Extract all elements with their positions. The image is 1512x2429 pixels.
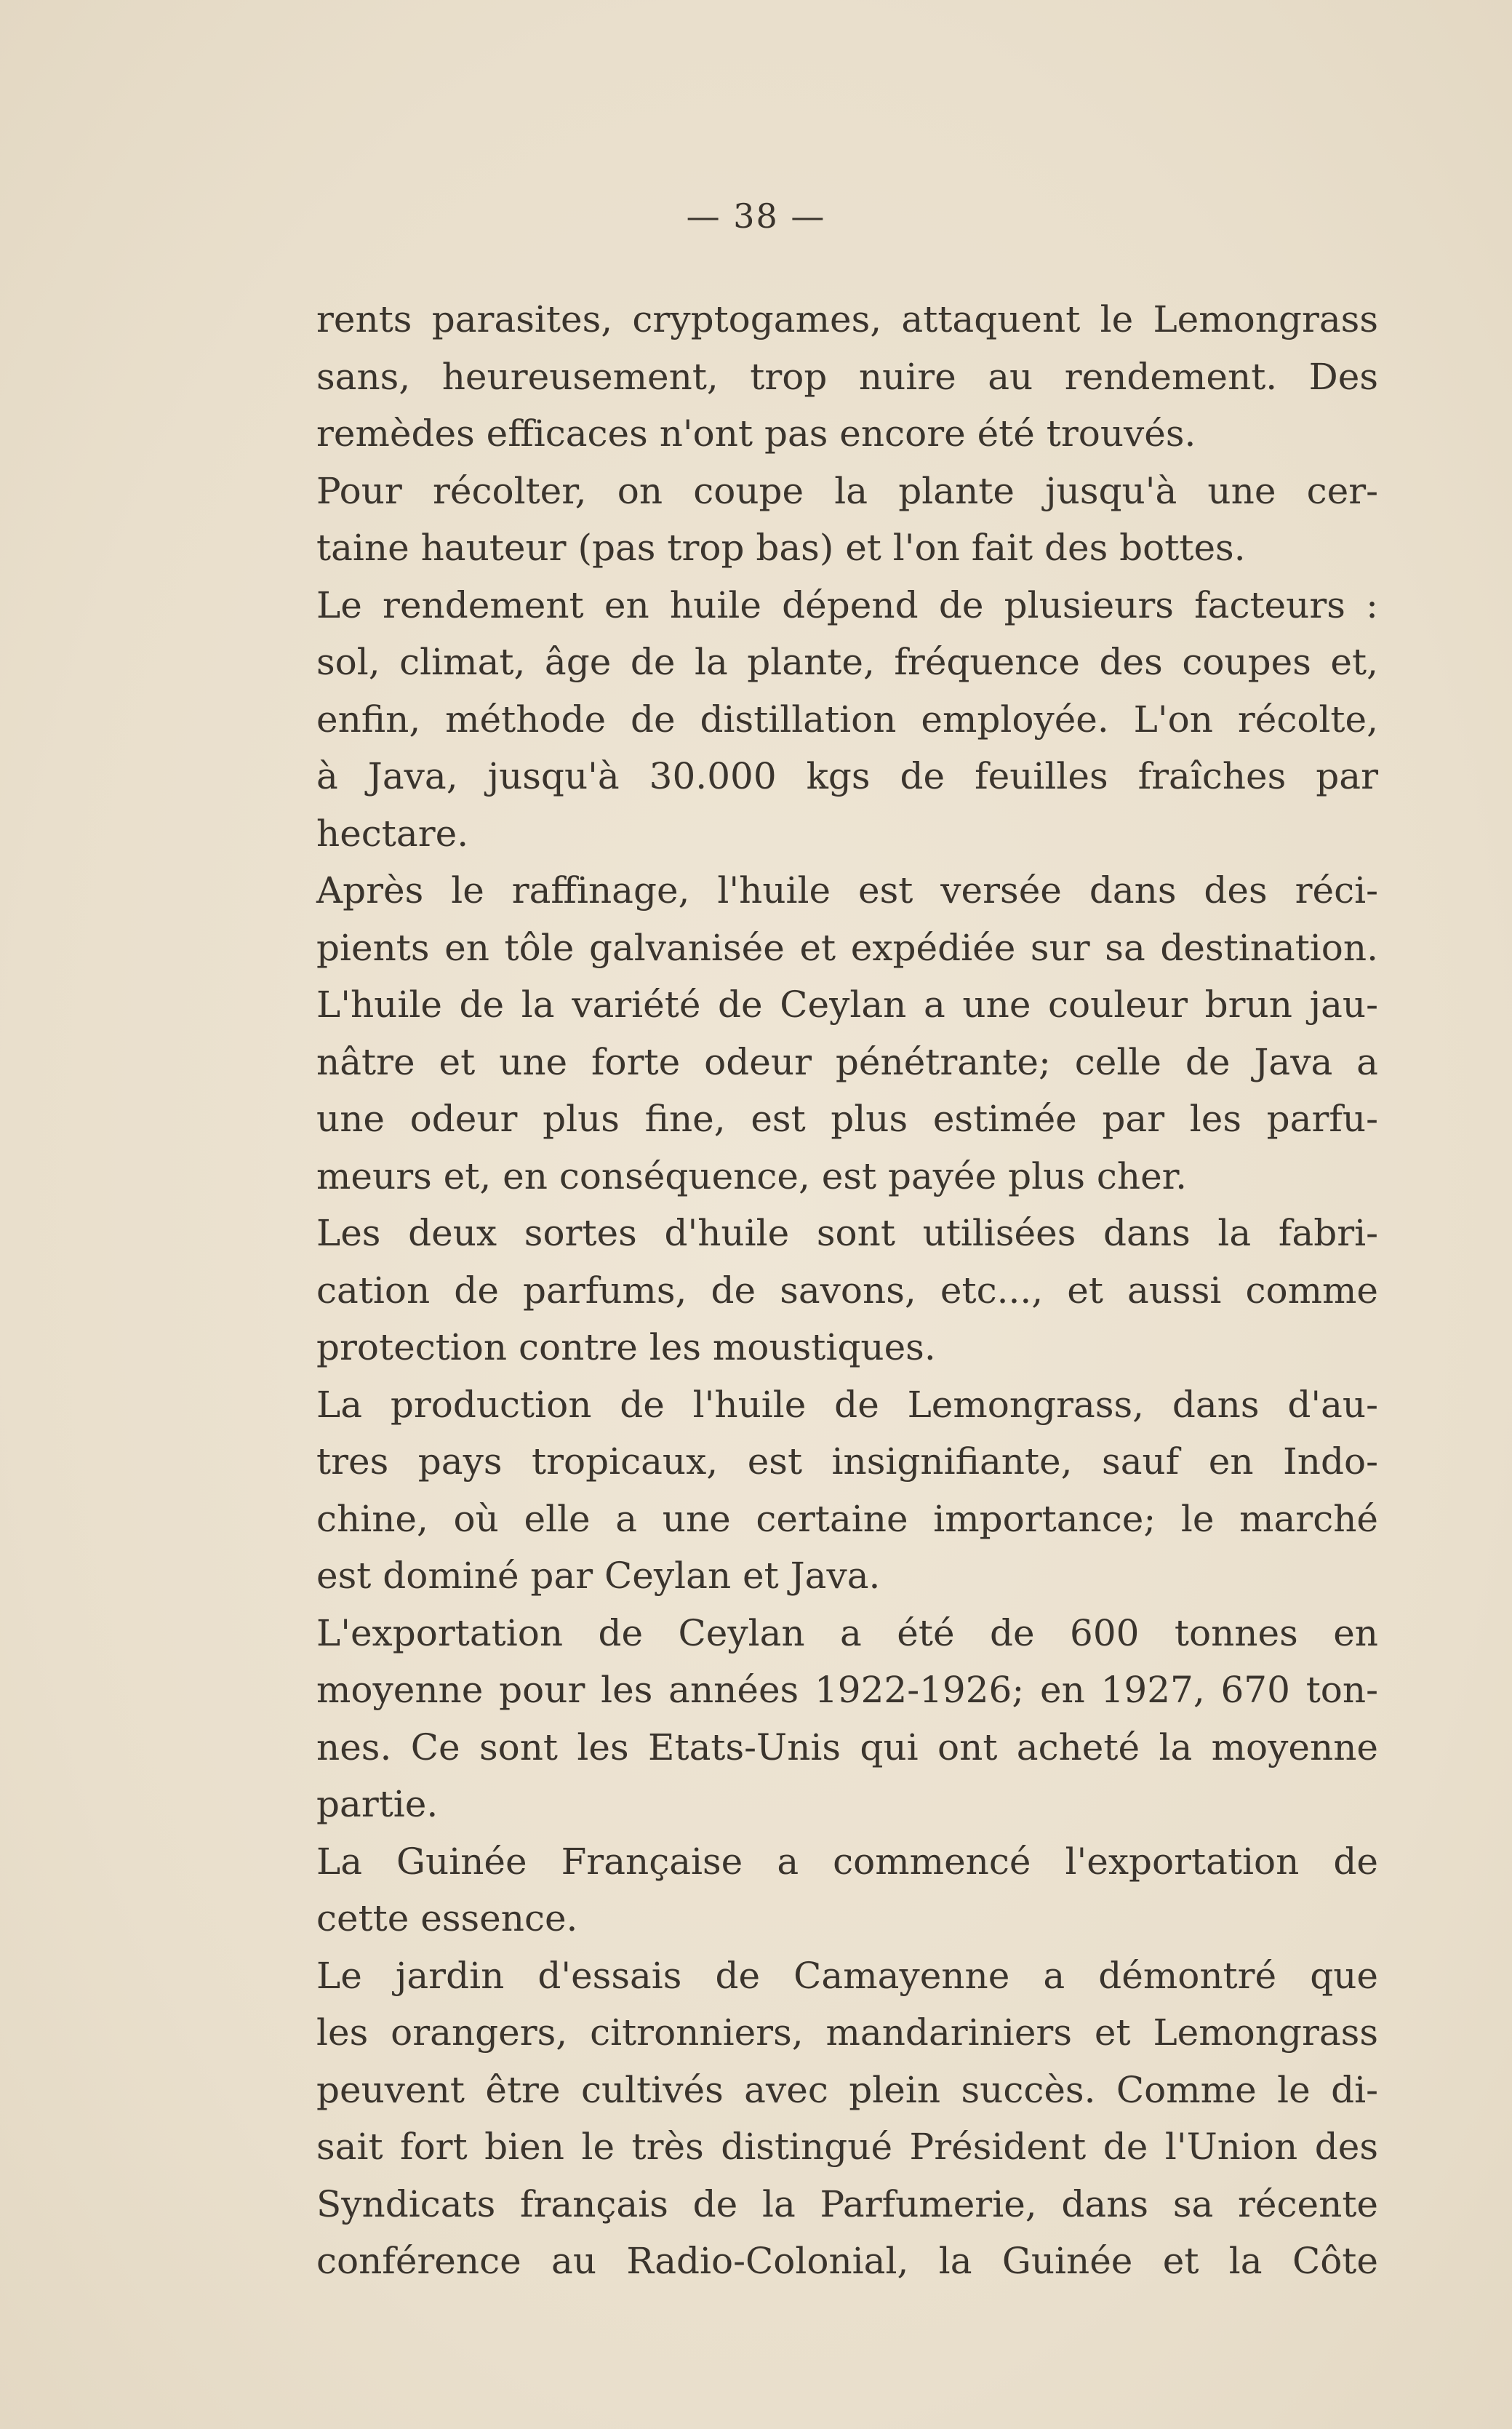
text-line: remèdes efficaces n'ont pas encore été trouvés.: [316, 412, 1196, 455]
text-line: L'exportation de Ceylan a été de 600 tonnes en: [316, 1611, 1378, 1654]
text-line: pients en tôle galvanisée et expédiée sur sa destination.: [316, 926, 1378, 969]
text-line: à Java, jusqu'à 30.000 kgs de feuilles fraîches par: [316, 755, 1378, 797]
body-text: [316, 291, 1378, 2290]
text-line: enfin, méthode de distillation employée. L'on récolte,: [316, 698, 1378, 741]
text-line: sol, climat, âge de la plante, fréquence des coupes et,: [316, 641, 1378, 683]
text-line: tres pays tropicaux, est insignifiante, sauf en Indo-: [316, 1440, 1378, 1483]
text-line: cation de parfums, de savons, etc..., et aussi comme: [316, 1269, 1378, 1312]
text-line: cette essence.: [316, 1897, 578, 1939]
text-line: taine hauteur (pas trop bas) et l'on fait des bottes.: [316, 527, 1246, 569]
text-line: conférence au Radio-Colonial, la Guinée et la Côte: [316, 2240, 1378, 2282]
text-line: moyenne pour les années 1922-1926; en 1927, 670 ton-: [316, 1669, 1378, 1711]
text-line: Syndicats français de la Parfumerie, dans sa récente: [316, 2182, 1378, 2225]
text-line: Après le raffinage, l'huile est versée dans des réci-: [316, 869, 1378, 912]
text-line: partie.: [316, 1783, 439, 1825]
text-line: nâtre et une forte odeur pénétrante; celle de Java a: [316, 1040, 1378, 1083]
text-line: La production de l'huile de Lemongrass, dans d'au-: [316, 1383, 1378, 1426]
text-line: est dominé par Ceylan et Java.: [316, 1555, 881, 1597]
text-line: L'huile de la variété de Ceylan a une couleur brun jau-: [316, 984, 1378, 1026]
text-line: peuvent être cultivés avec plein succès. Comme le di-: [316, 2068, 1378, 2111]
text-line: une odeur plus fine, est plus estimée par les parfu-: [316, 1098, 1378, 1140]
text-line: sans, heureusement, trop nuire au rendement. Des: [316, 355, 1378, 398]
text-line: chine, où elle a une certaine importance; le marché: [316, 1497, 1378, 1540]
text-line: Le rendement en huile dépend de plusieurs facteurs :: [316, 583, 1378, 626]
text-line: Le jardin d'essais de Camayenne a démontré que: [316, 1954, 1378, 1997]
text-line: rents parasites, cryptogames, attaquent le Lemongrass: [316, 298, 1378, 340]
text-line: meurs et, en conséquence, est payée plus cher.: [316, 1154, 1187, 1197]
text-line: La Guinée Française a commencé l'exportation de: [316, 1840, 1378, 1883]
text-line: Les deux sortes d'huile sont utilisées dans la fabri-: [316, 1212, 1378, 1254]
text-line: les orangers, citronniers, mandariniers et Lemongrass: [316, 2011, 1378, 2054]
text-line: sait fort bien le très distingué Président de l'Union des: [316, 2126, 1378, 2168]
text-line: nes. Ce sont les Etats-Unis qui ont acheté la moyenne: [316, 1726, 1378, 1768]
text-line: hectare.: [316, 812, 469, 855]
text-line: Pour récolter, on coupe la plante jusqu'à une cer-: [316, 469, 1378, 512]
text-line: protection contre les moustiques.: [316, 1326, 936, 1368]
page-number: — 38 —: [686, 196, 826, 236]
